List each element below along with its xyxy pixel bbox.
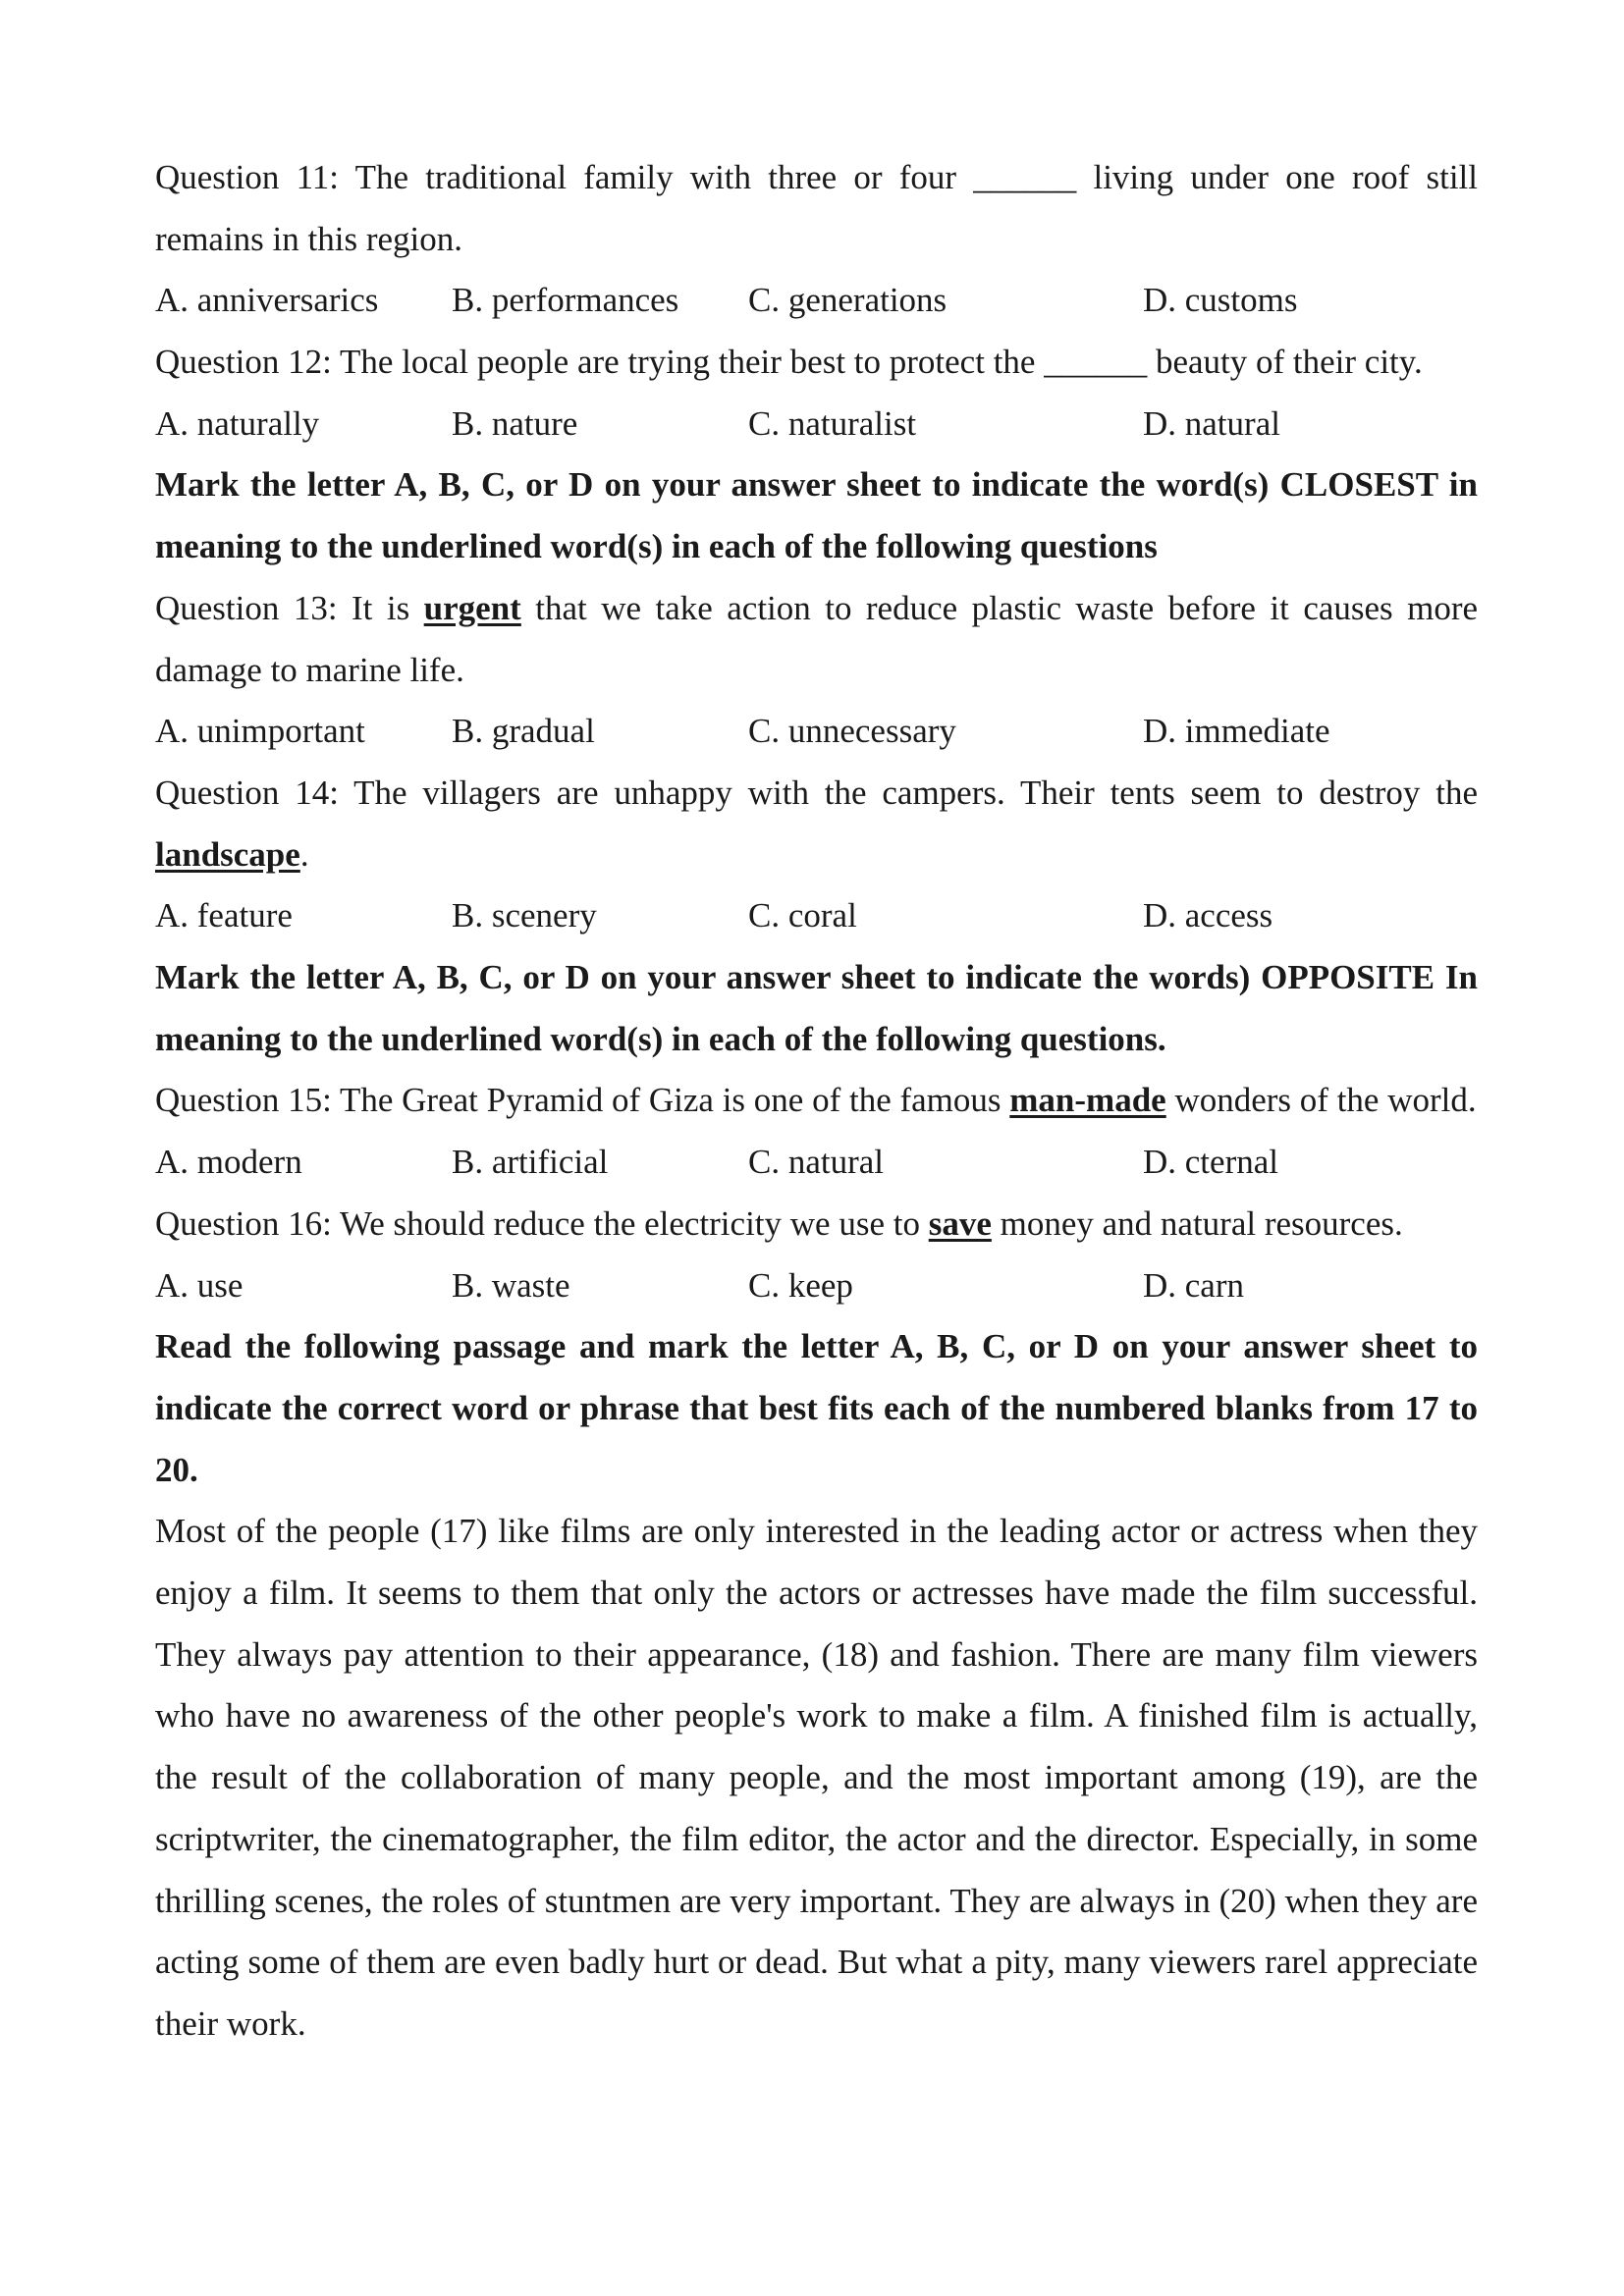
instruction-opposite: Mark the letter A, B, C, or D on your answer sheet to indicate the words) OPPOSITE In meaning to the underlined word(s) in each of the following questions.: [155, 958, 1478, 1058]
question-13-text-after: that we take action to reduce plastic waste before it causes more damage to marine life.: [155, 588, 1479, 689]
question-13-stem: [155, 578, 1478, 701]
option-b: B. artificial: [452, 1143, 609, 1182]
question-15-stem: [155, 1070, 1478, 1132]
question-12-text-after: beauty of their city.: [1155, 343, 1423, 382]
question-14-underlined-word: landscape: [155, 834, 300, 874]
exam-page: [155, 147, 1478, 2056]
option-b: B. waste: [452, 1265, 570, 1305]
option-c: C. keep: [748, 1265, 853, 1305]
question-15-underlined-word: man-made: [1009, 1081, 1166, 1120]
question-16-text-after: money and natural resources.: [1000, 1203, 1403, 1243]
option-b: B. performances: [452, 281, 679, 320]
option-c: C. natural: [748, 1143, 885, 1182]
question-16-options: [155, 1255, 1478, 1317]
question-12-options: [155, 394, 1478, 455]
option-b: B. nature: [452, 403, 578, 443]
question-15-options: [155, 1132, 1478, 1194]
question-14-text-before: Question 14: The villagers are unhappy with the campers. Their tents seem to destroy the: [155, 773, 1478, 812]
question-15-text-after: wonders of the world.: [1174, 1081, 1477, 1120]
instruction-closest: Mark the letter A, B, C, or D on your answer sheet to indicate the word(s) CLOSEST in meaning to the underlined word(s) in each of the following questions: [155, 465, 1478, 566]
option-b: B. scenery: [452, 896, 597, 935]
question-11-text-after: living under one roof still remains in this region.: [155, 158, 1479, 258]
option-a: A. feature: [155, 896, 293, 935]
question-14-text-after: .: [299, 834, 309, 874]
option-d: D. immediate: [1143, 712, 1330, 751]
question-16-text-before: Question 16: We should reduce the electricity we use to: [155, 1203, 920, 1243]
question-15-text-before: Question 15: The Great Pyramid of Giza is one of the famous: [155, 1081, 1001, 1120]
question-14-options: [155, 885, 1478, 947]
instruction-passage: Read the following passage and mark the letter A, B, C, or D on your answer sheet to indicate the correct word or phrase that best fits each of the numbered blanks from 17 to 20.: [155, 1327, 1478, 1489]
option-a: A. unimportant: [155, 712, 365, 751]
option-d: D. cternal: [1143, 1143, 1278, 1182]
question-13-text-before: Question 13: It is: [155, 588, 410, 627]
option-d: D. natural: [1143, 403, 1280, 443]
option-d: D. carn: [1143, 1265, 1245, 1305]
option-a: A. use: [155, 1265, 244, 1305]
option-d: D. customs: [1143, 281, 1298, 320]
question-11-stem: [155, 147, 1478, 270]
question-11-options: [155, 270, 1478, 332]
question-14-stem: [155, 763, 1478, 885]
option-a: A. anniversarics: [155, 281, 379, 320]
option-b: B. gradual: [452, 712, 595, 751]
question-16-underlined-word: save: [928, 1203, 992, 1243]
option-c: C. naturalist: [748, 403, 917, 443]
option-c: C. unnecessary: [748, 712, 956, 751]
option-c: C. coral: [748, 896, 857, 935]
question-12-stem: [155, 332, 1478, 394]
question-16-stem: [155, 1194, 1478, 1255]
question-13-underlined-word: urgent: [423, 588, 521, 627]
option-a: A. modern: [155, 1143, 302, 1182]
question-11-text-before: Question 11: The traditional family with three or four: [155, 158, 957, 196]
question-11-blank: ______: [973, 158, 1077, 196]
question-13-options: [155, 701, 1478, 763]
option-d: D. access: [1143, 896, 1273, 935]
reading-passage: Most of the people (17) like films are only interested in the leading actor or actress when they enjoy a film. It seems to them that only the actors or actresses have made the film successful. They always pay attention to their appearance, (18) and fashion. There are many film viewers who have no awareness of the other people's work to make a film. A finished film is actually, the result of the collaboration of many people, and the most important among (19), are the scriptwriter, the cinematographer, the film editor, the actor and the director. Especially, in some thrilling scenes, the roles of stuntmen are very important. They are always in (20) when they are acting some of them are even badly hurt or dead. But what a pity, many viewers rarel appreciate their work.: [155, 1512, 1478, 2043]
question-12-text-before: Question 12: The local people are trying their best to protect the: [155, 343, 1036, 382]
option-a: A. naturally: [155, 403, 320, 443]
question-12-blank: ______: [1044, 343, 1148, 382]
option-c: C. generations: [748, 281, 947, 320]
